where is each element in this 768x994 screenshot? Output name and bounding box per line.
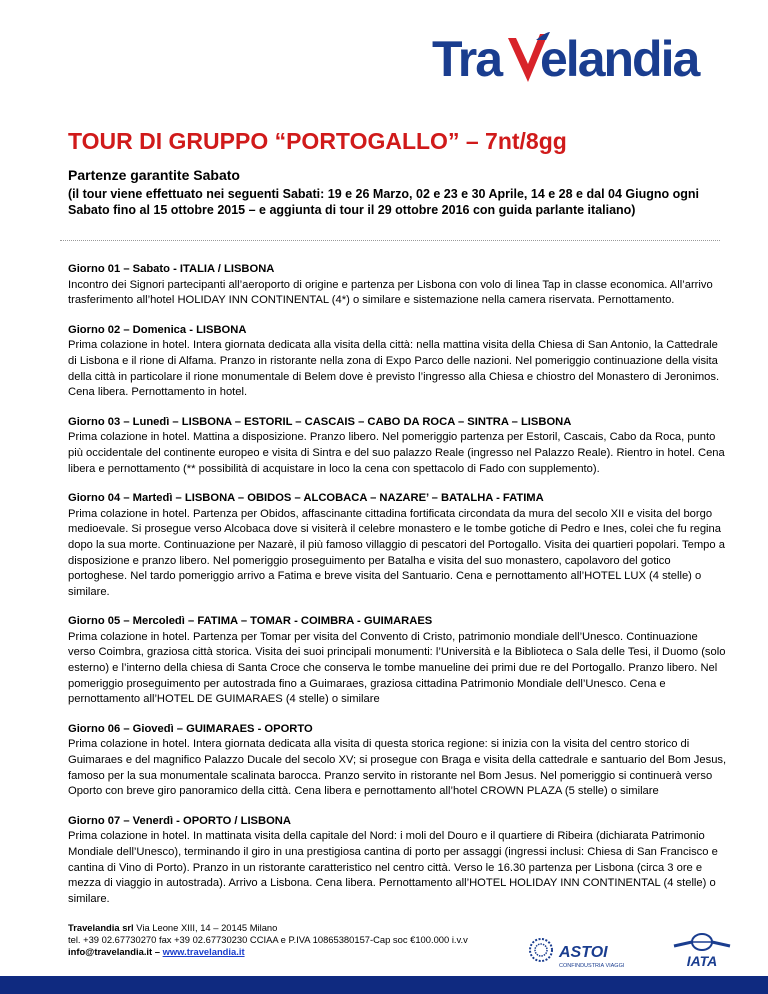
itinerary-day	[68, 415, 728, 477]
itinerary-day	[68, 614, 728, 708]
astoi-logo	[527, 932, 627, 970]
company-email[interactable]: info@travelandia.it	[68, 946, 153, 957]
company-footer	[68, 922, 508, 958]
page-title: TOUR DI GRUPPO “PORTOGALLO” – 7nt/8gg	[68, 128, 567, 154]
day-heading: Giorno 03 – Lunedì – LISBONA – ESTORIL – CASCAIS – CABO DA ROCA – SINTRA – LISBONA	[68, 415, 572, 428]
itinerary-day	[68, 814, 728, 908]
dotted-divider	[60, 240, 720, 241]
day-description: Prima colazione in hotel. Intera giornata dedicata alla visita della città: nella mattina visita della Chiesa di San Antonio, la Cattedrale di Lisbona e il rione di Alfama. Pranzo in ristorante nella zona di Expo Parco delle nazioni. Nel pomeriggio continuazione della visita della città in particolare il rione monumentale di Belem dove è previsto l’ingresso alla Chiesa e chiostro del Monastero di Jeronimos. Cena libera. Pernottamento in hotel.	[68, 339, 720, 399]
company-name: Travelandia srl	[68, 922, 134, 933]
day-description: Prima colazione in hotel. Partenza per Obidos, affascinante cittadina fortificata circondata da mura del secolo XII e visita del borgo medioevale. Si prosegue verso Alcobaca dove si visiterà il celebre monastero e le tombe gotiche di Pedro e Ines, colei che fu regina dopo la sua morte. Continuazione per Nazarè, il più famoso villaggio di pescatori del Portogallo. Visita dei quartieri popolari. Tempo a disposizione e pranzo libero. Nel pomeriggio proseguimento per Batalha e visita del suo monastero, capolavoro del gotico portoghese. Nel tardo pomeriggio arrivo a Fatima e breve visita del Santuario. Cena e pernottamento all’HOTEL LUX (4 stelle) o similare.	[68, 507, 725, 598]
iata-logo	[672, 932, 732, 970]
confindustria-eagle-icon	[530, 939, 552, 961]
day-heading: Giorno 04 – Martedì – LISBONA – OBIDOS – ALCOBACA – NAZARE’ – BATALHA - FATIMA	[68, 492, 544, 505]
day-heading: Giorno 06 – Giovedì – GUIMARAES - OPORTO	[68, 722, 313, 735]
logo-text-part1: Tra	[432, 31, 502, 87]
company-website-link[interactable]: www.travelandia.it	[162, 946, 245, 957]
day-description: Prima colazione in hotel. Intera giornata dedicata alla visita di questa storica regione: si inizia con la visita del centro storico di Guimaraes e del magnifico Palazzo Ducale del secolo XV; si prosegue con Braga e visita della cattedrale e santuario del Bom Jesus, famoso per la sua monumentale scalinata barocca. Pranzo servito in ristorante nel Bom Jesus. Nel pomeriggio si continuerà verso Oporto con breve giro panoramico della città. Cena libera e pernottamento all’hotel CROWN PLAZA (5 stelle) o similare	[68, 738, 727, 798]
iata-text: IATA	[686, 953, 718, 969]
footer-separator: –	[152, 946, 163, 957]
footer-color-bar	[0, 976, 768, 994]
day-description: Prima colazione in hotel. Partenza per Tomar per visita del Convento di Cristo, patrimonio mondiale dell’Unesco. Continuazione verso Coimbra, graziosa città storica. Visita dei suoi principali monumenti: l’Università e la Biblioteca o Sala delle Tesi, il Duomo (solo esterno) e l’interno della chiesa di Santa Croce che conserva le tombe manueline dei primi due re del Portogallo. Pranzo libero. Nel pomeriggio proseguimento per autostrada fino a Guimaraes, graziosa cittadina Patrimonio Mondiale dell’Unesco. Cena e pernottamento all’HOTEL DE GUIMARAES (4 stelle) o similare	[68, 630, 726, 706]
itinerary-day	[68, 722, 728, 800]
itinerary-day	[68, 262, 728, 309]
logo-text-part2: elandia	[540, 31, 699, 87]
astoi-text: ASTOI	[559, 944, 608, 961]
footer-line-web	[68, 946, 508, 958]
day-description: Incontro dei Signori partecipanti all’aeroporto di origine e partenza per Lisbona con volo di linea Tap in classe economica. All’arrivo trasferimento all’hotel HOLIDAY INN CONTINENTAL (4*) o similare e sistemazione nella camera riservata. Pernottamento.	[68, 278, 713, 307]
footer-line-address	[68, 922, 508, 934]
day-heading: Giorno 02 – Domenica - LISBONA	[68, 323, 247, 336]
day-description: Prima colazione in hotel. In mattinata visita della capitale del Nord: i moli del Douro e il quartiere di Ribeira (dichiarata Patrimonio Mondiale dell’Unesco), terminando il giro in una prestigiosa cantina di porto per assaggi (ingressi inclusi: Chiesa di San Francisco e cantina di Vino di Porto). Pranzo in un ristorante caratteristico nel centro città. Verso le 16.30 partenza per Lisbona (circa 3 ore e mezza di viaggio in autostrada). Arrivo a Lisbona. Cena libera. Pernottamento all’HOTEL HOLIDAY INN CONTINENTAL (4 stelle) o similare.	[68, 830, 718, 905]
astoi-subtext: CONFINDUSTRIA VIAGGI	[559, 963, 625, 969]
itinerary-day	[68, 323, 728, 401]
company-contacts: tel. +39 02.67730270 fax +39 02.67730230 CCIAA e P.IVA 10865380157-Cap soc €100.000 i.v.v	[68, 934, 468, 945]
itinerary	[68, 262, 728, 921]
page-subtitle: Partenze garantite Sabato	[68, 167, 240, 183]
day-description: Prima colazione in hotel. Mattina a disposizione. Pranzo libero. Nel pomeriggio partenza per Estoril, Cascais, Cabo da Roca, punto più occidentale del continente europeo e visita di Sintra e del suo palazzo Reale (ingresso nel Palazzo Reale). Rientro in hotel. Cena libera e pernottamento (** possibilità di acquistare in loco la cena con spettacolo di Fado con supplemento).	[68, 431, 725, 475]
itinerary-day	[68, 491, 728, 600]
day-heading: Giorno 05 – Mercoledì – FATIMA – TOMAR - COIMBRA - GUIMARAES	[68, 615, 433, 628]
departure-dates-note: (il tour viene effettuato nei seguenti Sabati: 19 e 26 Marzo, 02 e 23 e 30 Aprile, 14 e 28 e dal 04 Giugno ogni Sabato fino al 15 ottobre 2015 – e aggiunta di tour il 29 ottobre 2016 con guida parlante italiano)	[68, 187, 699, 217]
iata-globe-icon	[674, 934, 730, 950]
travelandia-logo	[430, 24, 730, 94]
day-heading: Giorno 01 – Sabato - ITALIA / LISBONA	[68, 263, 275, 275]
company-address: Via Leone XIII, 14 – 20145 Milano	[136, 922, 278, 933]
day-heading: Giorno 07 – Venerdì - OPORTO / LISBONA	[68, 814, 291, 827]
